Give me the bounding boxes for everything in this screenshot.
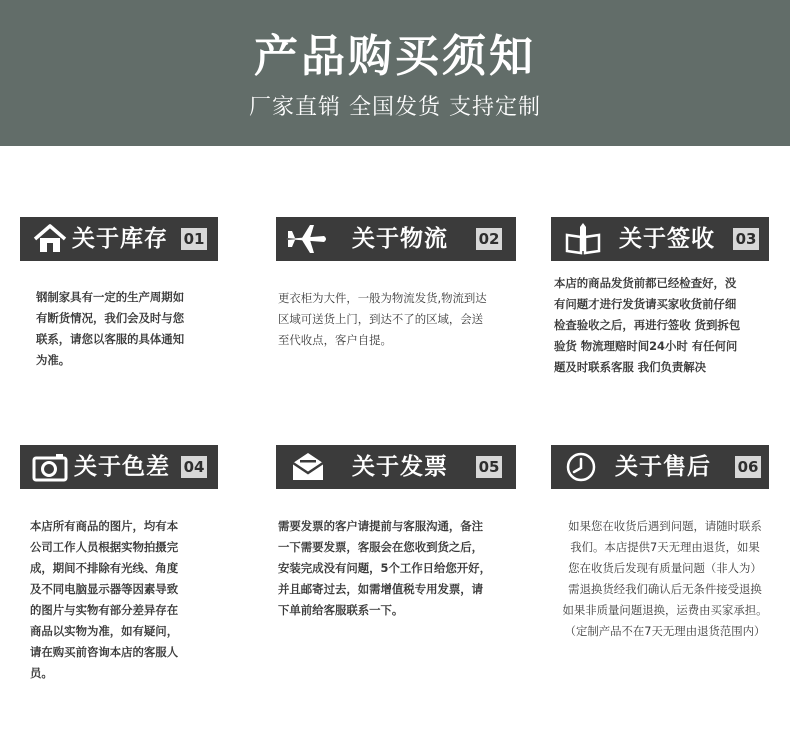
camera-icon: [32, 451, 68, 483]
card-title: 关于色差: [74, 454, 170, 480]
card-text: 需要发票的客户请提前与客服沟通，备注 一下需要发票，客服会在您收到货之后， 安装完成没有问题，5个工作日给您开好， 并且邮寄过去，如需增值税专用发票，请 下单前给客服联系一下。: [278, 519, 491, 617]
header-banner: [0, 0, 790, 146]
card-number: 05: [476, 456, 502, 478]
house-icon: [32, 223, 68, 255]
card-text: 本店所有商品的图片，均有本 公司工作人员根据实物拍摄完 成，期间不排除有光线、角度 及不同电脑显示器等因素导致 的图片与实物有部分差异存在 商品以实物为准，如有疑问， 请在购买前咨询本店的客服人 员。: [30, 519, 179, 680]
card-header: [276, 217, 516, 261]
envelope-icon: [290, 451, 326, 483]
page-title: 产品购买须知: [254, 31, 536, 82]
card-text: 本店的商品发货前都已经检查好，没 有问题才进行发货请买家收货前仔细 检查验收之后，再进行签收 货到拆包 验货 物流理赔时间24小时 有任何问 题及时联系客服 我们负责解决: [554, 276, 741, 374]
clock-icon: [563, 451, 599, 483]
card-number: 01: [181, 228, 207, 250]
airplane-icon: [284, 223, 328, 255]
page-subtitle: 厂家直销 全国发货 支持定制: [249, 95, 541, 120]
card-title: 关于库存: [72, 226, 168, 252]
card-number: 06: [735, 456, 761, 478]
card-number: 02: [476, 228, 502, 250]
card-header: [276, 445, 516, 489]
card-header: [20, 445, 218, 489]
card-title: 关于发票: [352, 454, 448, 480]
card-text: 如果您在收货后遇到问题，请随时联系 我们。本店提供7天无理由退货，如果 您在收货后发现有质量问题（非人为） 需退换货经我们确认后无条件接受退换 如果非质量问题退换，运费由买家承担。 （定制产品不在7天无理由退货范围内）: [562, 519, 768, 638]
card-number: 04: [181, 456, 207, 478]
card-header: [551, 217, 769, 261]
card-header: [20, 217, 218, 261]
card-title: 关于物流: [352, 226, 448, 252]
card-title: 关于售后: [615, 454, 711, 480]
book-signature-icon: [563, 223, 603, 255]
card-title: 关于签收: [619, 226, 715, 252]
card-text: 钢制家具有一定的生产周期如 有断货情况，我们会及时与您 联系，请您以客服的具体通知 为准。: [36, 290, 185, 367]
card-text: 更衣柜为大件，一般为物流发货,物流到达 区域可送货上门，到达不了的区域，会送 至代收点，客户自提。: [278, 291, 487, 347]
card-number: 03: [733, 228, 759, 250]
card-header: [551, 445, 769, 489]
